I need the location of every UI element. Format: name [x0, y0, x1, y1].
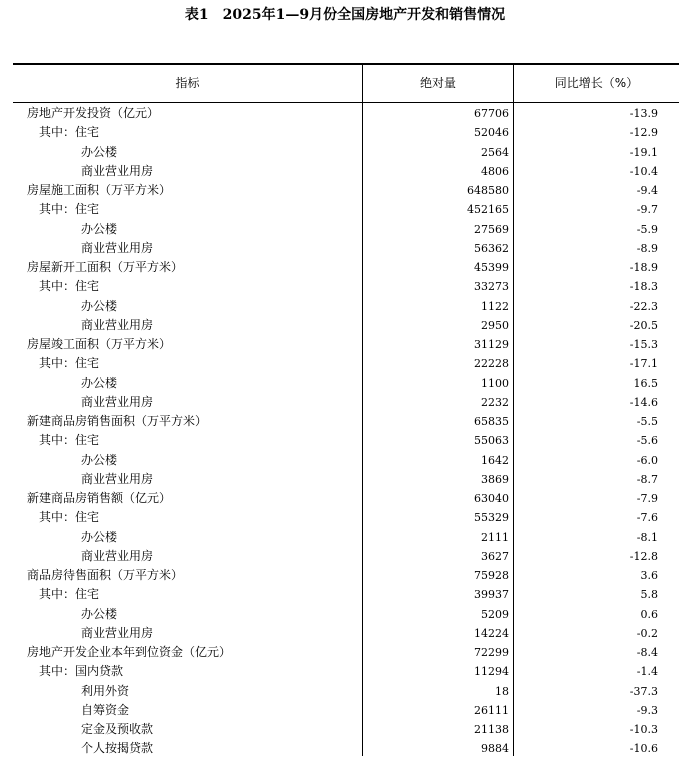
row-yoy-growth: 0.6 [640, 607, 658, 621]
row-indicator: 其中：住宅 [39, 125, 100, 140]
row-indicator: 办公楼 [81, 606, 118, 621]
table-row [13, 335, 679, 354]
row-yoy-growth: -10.4 [629, 164, 658, 178]
row-yoy-growth: -15.3 [629, 338, 658, 351]
row-indicator: 定金及预收款 [81, 722, 154, 736]
row-yoy-growth: -5.9 [636, 222, 658, 236]
row-absolute-value: 55063 [474, 434, 509, 448]
row-indicator: 商业营业用房 [81, 317, 154, 332]
row-absolute-value: 63040 [474, 492, 509, 505]
row-indicator: 办公楼 [81, 221, 118, 236]
table-row [13, 585, 679, 604]
table-body [13, 104, 679, 759]
table-row [13, 662, 679, 681]
row-absolute-value: 2111 [481, 530, 509, 544]
row-absolute-value: 72299 [474, 646, 509, 659]
row-absolute-value: 4806 [481, 164, 509, 178]
row-absolute-value: 1100 [481, 376, 509, 390]
row-absolute-value: 5209 [481, 607, 509, 621]
table-row [13, 104, 679, 123]
row-indicator: 其中：住宅 [39, 279, 100, 294]
row-absolute-value: 2564 [481, 145, 509, 159]
table-row [13, 162, 679, 181]
row-absolute-value: 45399 [474, 261, 509, 274]
row-yoy-growth: -14.6 [629, 395, 658, 409]
header-absolute: 绝对量 [419, 76, 456, 90]
table-row [13, 123, 679, 142]
row-yoy-growth: -1.4 [636, 665, 658, 679]
table-row [13, 297, 679, 316]
table-row [13, 220, 679, 239]
row-absolute-value: 1122 [481, 299, 509, 313]
table-row [13, 239, 679, 258]
row-yoy-growth: -20.5 [629, 318, 658, 332]
row-indicator: 利用外资 [81, 683, 130, 698]
row-absolute-value: 55329 [474, 511, 509, 525]
row-indicator: 其中：住宅 [39, 356, 100, 371]
row-indicator: 新建商品房销售面积（万平方米） [27, 414, 208, 428]
row-yoy-growth: 5.8 [640, 588, 658, 602]
row-indicator: 房屋新开工面积（万平方米） [27, 260, 184, 274]
row-absolute-value: 31129 [474, 338, 509, 351]
table-row [13, 720, 679, 739]
header-bottom-rule [13, 102, 679, 103]
row-yoy-growth: -13.9 [629, 107, 658, 120]
table-row [13, 489, 679, 508]
row-yoy-growth: -22.3 [629, 299, 658, 313]
row-indicator: 办公楼 [81, 529, 118, 544]
row-yoy-growth: -9.3 [636, 703, 658, 717]
table-row [13, 258, 679, 277]
row-absolute-value: 3869 [481, 472, 509, 486]
table-row [13, 316, 679, 335]
row-yoy-growth: -12.8 [629, 549, 658, 563]
table-row [13, 200, 679, 219]
row-indicator: 个人按揭贷款 [81, 741, 154, 756]
table-row [13, 624, 679, 643]
row-indicator: 商业营业用房 [81, 625, 154, 640]
row-yoy-growth: -17.1 [629, 357, 658, 371]
row-indicator: 商业营业用房 [81, 240, 154, 255]
table-row [13, 508, 679, 527]
table-row [13, 143, 679, 162]
table-row [13, 701, 679, 720]
table-row [13, 431, 679, 450]
row-yoy-growth: 3.6 [640, 569, 658, 582]
table-title: 表1 2025年1—9月份全国房地产开发和销售情况 [184, 7, 506, 23]
row-absolute-value: 1642 [481, 453, 509, 467]
row-yoy-growth: -9.7 [636, 203, 658, 217]
row-yoy-growth: -12.9 [629, 126, 658, 140]
row-indicator: 房地产开发企业本年到位资金（亿元） [27, 645, 232, 659]
table-row [13, 682, 679, 701]
row-absolute-value: 2950 [481, 318, 509, 332]
row-indicator: 新建商品房销售额（亿元） [27, 491, 172, 505]
table-row [13, 528, 679, 547]
table-row [13, 605, 679, 624]
row-absolute-value: 39937 [474, 588, 509, 602]
row-indicator: 商业营业用房 [81, 471, 154, 486]
row-yoy-growth: -7.9 [636, 492, 658, 505]
row-yoy-growth: -8.7 [636, 472, 658, 486]
row-absolute-value: 52046 [474, 126, 509, 140]
row-indicator: 其中：住宅 [39, 433, 100, 448]
table-row [13, 566, 679, 585]
row-indicator: 房地产开发投资（亿元） [27, 106, 160, 120]
row-absolute-value: 452165 [467, 203, 509, 217]
row-yoy-growth: -10.3 [629, 723, 658, 736]
row-absolute-value: 3627 [481, 549, 509, 563]
table-row [13, 739, 679, 758]
table-row [13, 412, 679, 431]
table-row [13, 354, 679, 373]
row-yoy-growth: -6.0 [636, 453, 658, 467]
row-absolute-value: 22228 [474, 357, 509, 371]
row-indicator: 办公楼 [81, 144, 118, 159]
row-indicator: 办公楼 [81, 298, 118, 313]
row-absolute-value: 26111 [474, 703, 509, 717]
row-absolute-value: 21138 [474, 723, 509, 736]
row-yoy-growth: -8.4 [636, 646, 658, 659]
row-yoy-growth: -9.4 [636, 184, 658, 197]
row-indicator: 商业营业用房 [81, 548, 154, 563]
row-yoy-growth: -37.3 [629, 684, 658, 698]
table-row [13, 181, 679, 200]
table-row [13, 393, 679, 412]
row-yoy-growth: -18.3 [629, 280, 658, 294]
table-row [13, 643, 679, 662]
row-indicator: 房屋施工面积（万平方米） [27, 183, 172, 197]
table-row [13, 547, 679, 566]
row-absolute-value: 33273 [474, 280, 509, 294]
row-yoy-growth: -0.2 [636, 626, 658, 640]
row-indicator: 其中：住宅 [39, 587, 100, 602]
row-indicator: 办公楼 [81, 452, 118, 467]
row-yoy-growth: -8.1 [636, 530, 658, 544]
row-absolute-value: 2232 [481, 395, 509, 409]
table-row [13, 277, 679, 296]
row-absolute-value: 18 [495, 684, 509, 698]
row-indicator: 办公楼 [81, 375, 118, 390]
row-yoy-growth: -5.5 [636, 415, 658, 428]
row-yoy-growth: -5.6 [636, 434, 658, 448]
row-absolute-value: 65835 [474, 415, 509, 428]
row-absolute-value: 56362 [474, 241, 509, 255]
row-indicator: 其中：住宅 [39, 202, 100, 217]
row-indicator: 商品房待售面积（万平方米） [27, 568, 184, 582]
header-yoy: 同比增长（%） [554, 76, 639, 90]
row-yoy-growth: -7.6 [636, 511, 658, 525]
row-absolute-value: 14224 [474, 626, 509, 640]
row-yoy-growth: -19.1 [629, 145, 658, 159]
table-row [13, 470, 679, 489]
row-yoy-growth: -8.9 [636, 241, 658, 255]
table-row [13, 451, 679, 470]
row-indicator: 自筹资金 [81, 702, 130, 717]
row-absolute-value: 648580 [467, 184, 509, 197]
row-absolute-value: 75928 [474, 569, 509, 582]
row-absolute-value: 11294 [474, 665, 509, 679]
row-absolute-value: 9884 [481, 742, 509, 756]
header-indicator: 指标 [175, 76, 200, 90]
row-indicator: 其中：住宅 [39, 510, 100, 525]
row-absolute-value: 27569 [474, 222, 509, 236]
table-row [13, 374, 679, 393]
row-indicator: 其中：国内贷款 [39, 664, 124, 679]
row-indicator: 商业营业用房 [81, 394, 154, 409]
row-yoy-growth: 16.5 [633, 376, 658, 390]
row-indicator: 房屋竣工面积（万平方米） [27, 337, 172, 351]
row-yoy-growth: -10.6 [629, 742, 658, 756]
row-yoy-growth: -18.9 [629, 261, 658, 274]
row-absolute-value: 67706 [474, 107, 509, 120]
row-indicator: 商业营业用房 [81, 163, 154, 178]
